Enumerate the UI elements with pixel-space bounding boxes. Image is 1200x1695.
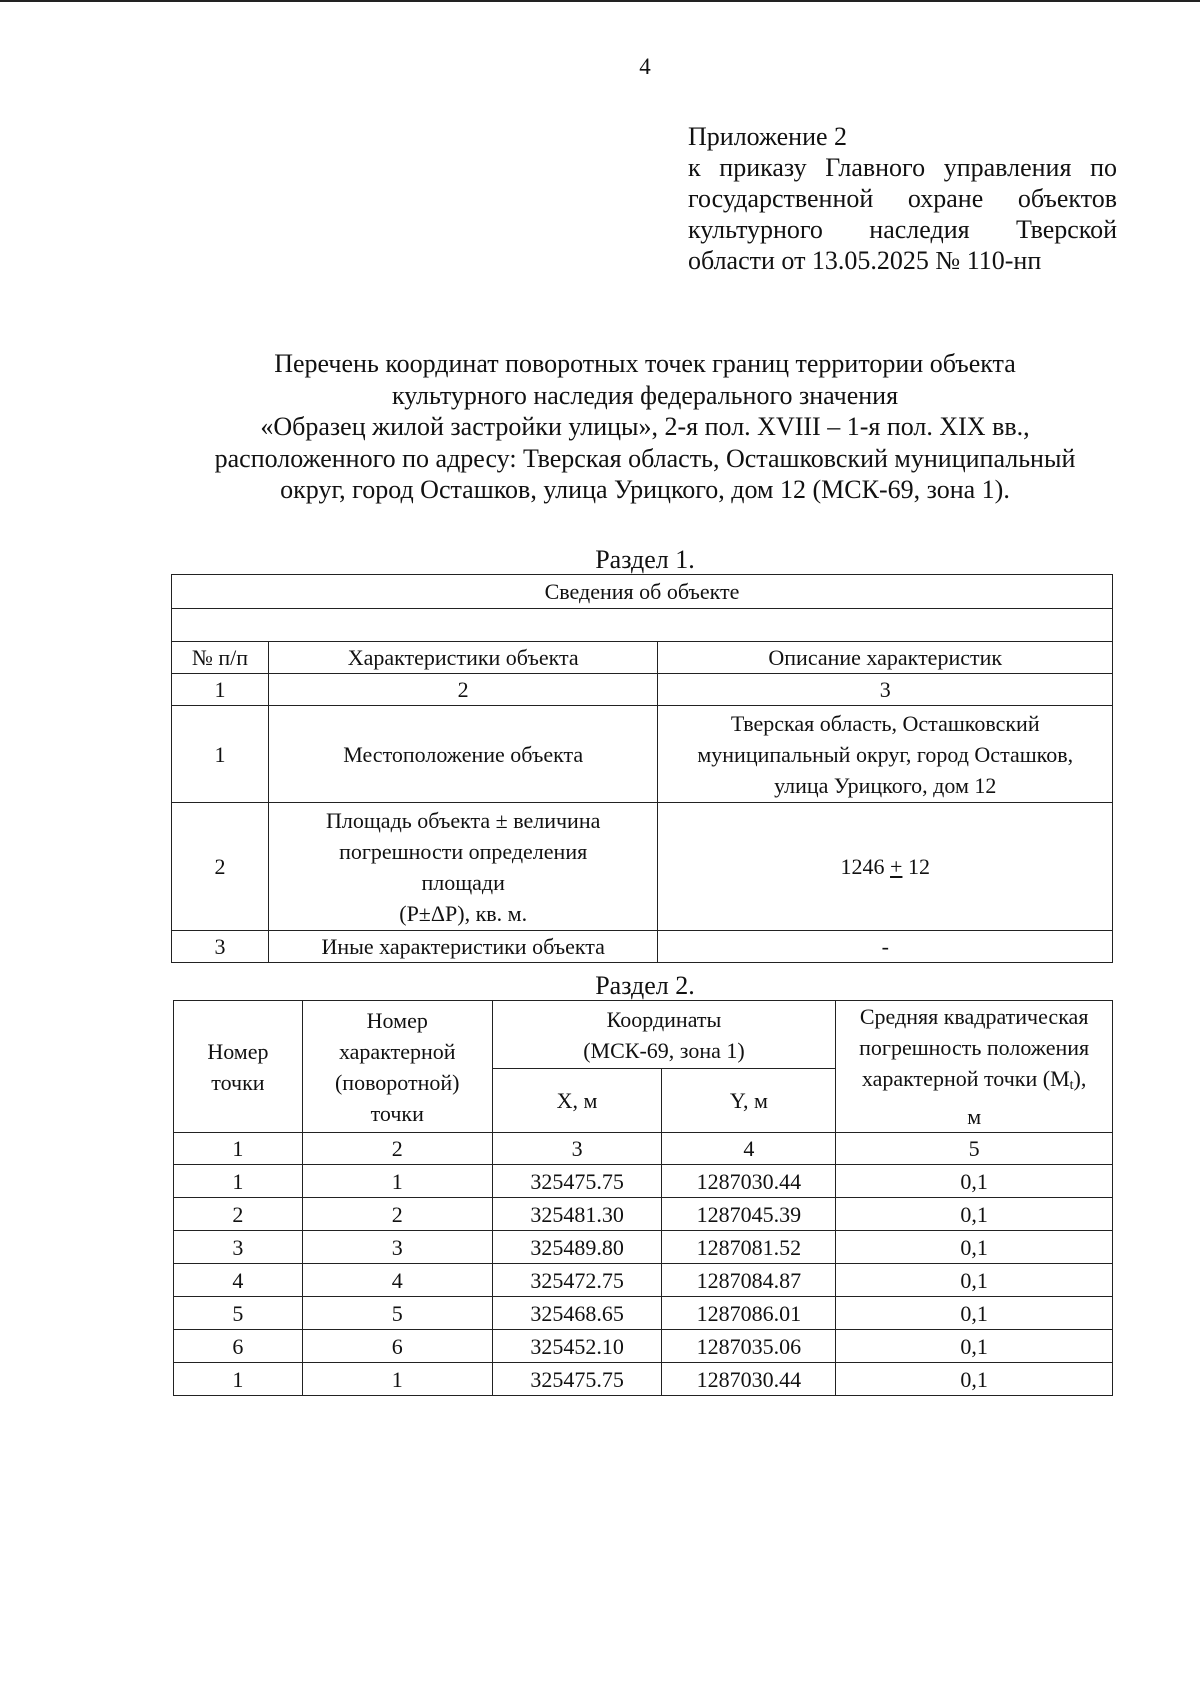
char-point-cell: 1	[302, 1363, 492, 1396]
appendix-line: области от 13.05.2025 № 110-нп	[688, 246, 1042, 275]
column-number-cell: 1	[172, 674, 269, 706]
column-number-cell: 4	[662, 1133, 836, 1165]
y-coord-cell: 1287030.44	[662, 1165, 836, 1198]
header-y: Y, м	[662, 1069, 836, 1133]
x-coord-cell: 325489.80	[492, 1231, 662, 1264]
document-title	[150, 348, 1140, 506]
error-cell: 0,1	[836, 1363, 1113, 1396]
cell-line: площади	[421, 869, 505, 895]
header-coordinates	[492, 1001, 836, 1069]
header-error	[836, 1001, 1113, 1133]
section1-title: Раздел 1.	[595, 545, 695, 574]
x-coord-cell: 325481.30	[492, 1198, 662, 1231]
error-cell: 0,1	[836, 1198, 1113, 1231]
error-cell: 0,1	[836, 1297, 1113, 1330]
header-cell: Описание характеристик	[658, 642, 1113, 674]
x-coord-cell: 325468.65	[492, 1297, 662, 1330]
x-coord-cell: 325475.75	[492, 1165, 662, 1198]
point-number-cell: 5	[174, 1297, 303, 1330]
error-cell: 0,1	[836, 1231, 1113, 1264]
table-row	[174, 1231, 1113, 1264]
object-info-table	[171, 574, 1113, 963]
cell-line: точки	[370, 1100, 424, 1126]
table-row	[174, 1330, 1113, 1363]
cell-line: Площадь объекта ± величина	[326, 807, 601, 833]
y-coord-cell: 1287035.06	[662, 1330, 836, 1363]
title-line: расположенного по адресу: Тверская область, Осташковский муниципальный	[214, 443, 1076, 473]
table-row-empty	[172, 609, 1113, 642]
table-header-row	[174, 1001, 1113, 1069]
cell-line: улица Урицкого, дом 12	[774, 772, 997, 798]
cell-line: Иные характеристики объекта	[321, 934, 605, 959]
cell-line	[840, 1063, 1108, 1101]
cell-line: Средняя квадратическая	[859, 1004, 1089, 1029]
column-number-cell: 5	[836, 1133, 1113, 1165]
empty-cell	[172, 609, 1113, 642]
error-cell: 0,1	[836, 1264, 1113, 1297]
column-number-row	[172, 674, 1113, 706]
column-number-cell: 3	[658, 674, 1113, 706]
header-x: X, м	[492, 1069, 662, 1133]
y-coord-cell: 1287030.44	[662, 1363, 836, 1396]
char-point-cell: 2	[302, 1198, 492, 1231]
plus-minus-sign: +	[890, 854, 903, 879]
appendix-block	[688, 121, 1117, 276]
cell-line: Координаты	[606, 1006, 722, 1032]
point-number-cell: 3	[174, 1231, 303, 1264]
table-header-row	[172, 642, 1113, 674]
cell-line: Номер	[366, 1007, 428, 1033]
description-cell	[658, 706, 1113, 803]
column-number-cell: 2	[302, 1133, 492, 1165]
cell-text: характерной точки (M	[861, 1066, 1070, 1091]
table-row	[172, 706, 1113, 803]
characteristic-cell	[268, 931, 658, 963]
table-row	[174, 1198, 1113, 1231]
point-number-cell: 2	[174, 1198, 303, 1231]
title-line: округ, город Осташков, улица Урицкого, дом 12 (МСК-69, зона 1).	[280, 475, 1010, 504]
header-cell: № п/п	[172, 642, 269, 674]
header-characteristic-point	[302, 1001, 492, 1133]
char-point-cell: 4	[302, 1264, 492, 1297]
x-coord-cell: 325452.10	[492, 1330, 662, 1363]
title-line: культурного наследия федерального значения	[391, 380, 899, 410]
table-row	[172, 803, 1113, 931]
error-cell: 0,1	[836, 1165, 1113, 1198]
section2-title: Раздел 2.	[595, 971, 695, 1000]
title-line: Перечень координат поворотных точек границ территории объекта	[274, 349, 1016, 378]
y-coord-cell: 1287045.39	[662, 1198, 836, 1231]
description-cell	[658, 931, 1113, 963]
point-number-cell: 1	[174, 1165, 303, 1198]
table-row	[174, 1165, 1113, 1198]
appendix-line: государственной охране объектов	[688, 184, 1117, 213]
appendix-line: к приказу Главного управления по	[688, 153, 1117, 182]
table-row	[174, 1363, 1113, 1396]
title-line: «Образец жилой застройки улицы», 2-я пол. XVIII – 1-я пол. XIX вв.,	[260, 412, 1030, 441]
table-row	[174, 1264, 1113, 1297]
y-coord-cell: 1287084.87	[662, 1264, 836, 1297]
y-coord-cell: 1287086.01	[662, 1297, 836, 1330]
cell-line: характерной	[338, 1038, 456, 1064]
cell-line: Номер	[207, 1038, 269, 1064]
cell-line: погрешности определения	[339, 838, 588, 864]
area-error: 12	[907, 854, 930, 879]
table-caption: Сведения об объекте	[172, 575, 1113, 609]
row-number-cell: 3	[172, 931, 269, 963]
header-cell: Характеристики объекта	[268, 642, 658, 674]
cell-line: -	[881, 934, 889, 959]
point-number-cell: 1	[174, 1363, 303, 1396]
column-number-cell: 2	[268, 674, 658, 706]
char-point-cell: 1	[302, 1165, 492, 1198]
appendix-line: Приложение 2	[688, 122, 848, 151]
table-row	[172, 575, 1113, 609]
char-point-cell: 5	[302, 1297, 492, 1330]
area-value: 1246	[840, 854, 885, 879]
cell-line: (МСК-69, зона 1)	[583, 1037, 745, 1063]
table-row	[172, 931, 1113, 963]
header-point-number	[174, 1001, 303, 1133]
characteristic-cell	[268, 803, 658, 931]
row-number-cell: 1	[172, 706, 269, 803]
table-row	[174, 1297, 1113, 1330]
char-point-cell: 3	[302, 1231, 492, 1264]
cell-line: точки	[211, 1069, 265, 1095]
cell-text: ),	[1073, 1066, 1087, 1091]
cell-line: (Р±ΔР), кв. м.	[399, 900, 528, 926]
column-number-cell: 3	[492, 1133, 662, 1165]
x-coord-cell: 325472.75	[492, 1264, 662, 1297]
row-number-cell: 2	[172, 803, 269, 931]
page-number: 4	[639, 54, 651, 79]
cell-line: муниципальный округ, город Осташков,	[697, 741, 1074, 767]
char-point-cell: 6	[302, 1330, 492, 1363]
cell-line: Тверская область, Осташковский	[730, 710, 1040, 736]
cell-line: Местоположение объекта	[343, 741, 584, 767]
cell-line: погрешность положения	[859, 1035, 1090, 1060]
appendix-line: культурного наследия Тверской	[688, 215, 1117, 244]
scan-top-border	[0, 0, 1200, 2]
subscript-t: t	[1069, 1078, 1074, 1093]
x-coord-cell: 325475.75	[492, 1363, 662, 1396]
column-number-row	[174, 1133, 1113, 1165]
error-cell: 0,1	[836, 1330, 1113, 1363]
characteristic-cell	[268, 706, 658, 803]
description-cell	[658, 803, 1113, 931]
point-number-cell: 4	[174, 1264, 303, 1297]
cell-line: (поворотной)	[334, 1069, 460, 1095]
column-number-cell: 1	[174, 1133, 303, 1165]
y-coord-cell: 1287081.52	[662, 1231, 836, 1264]
point-number-cell: 6	[174, 1330, 303, 1363]
cell-line: м	[967, 1104, 982, 1129]
coordinates-table	[173, 1000, 1113, 1396]
